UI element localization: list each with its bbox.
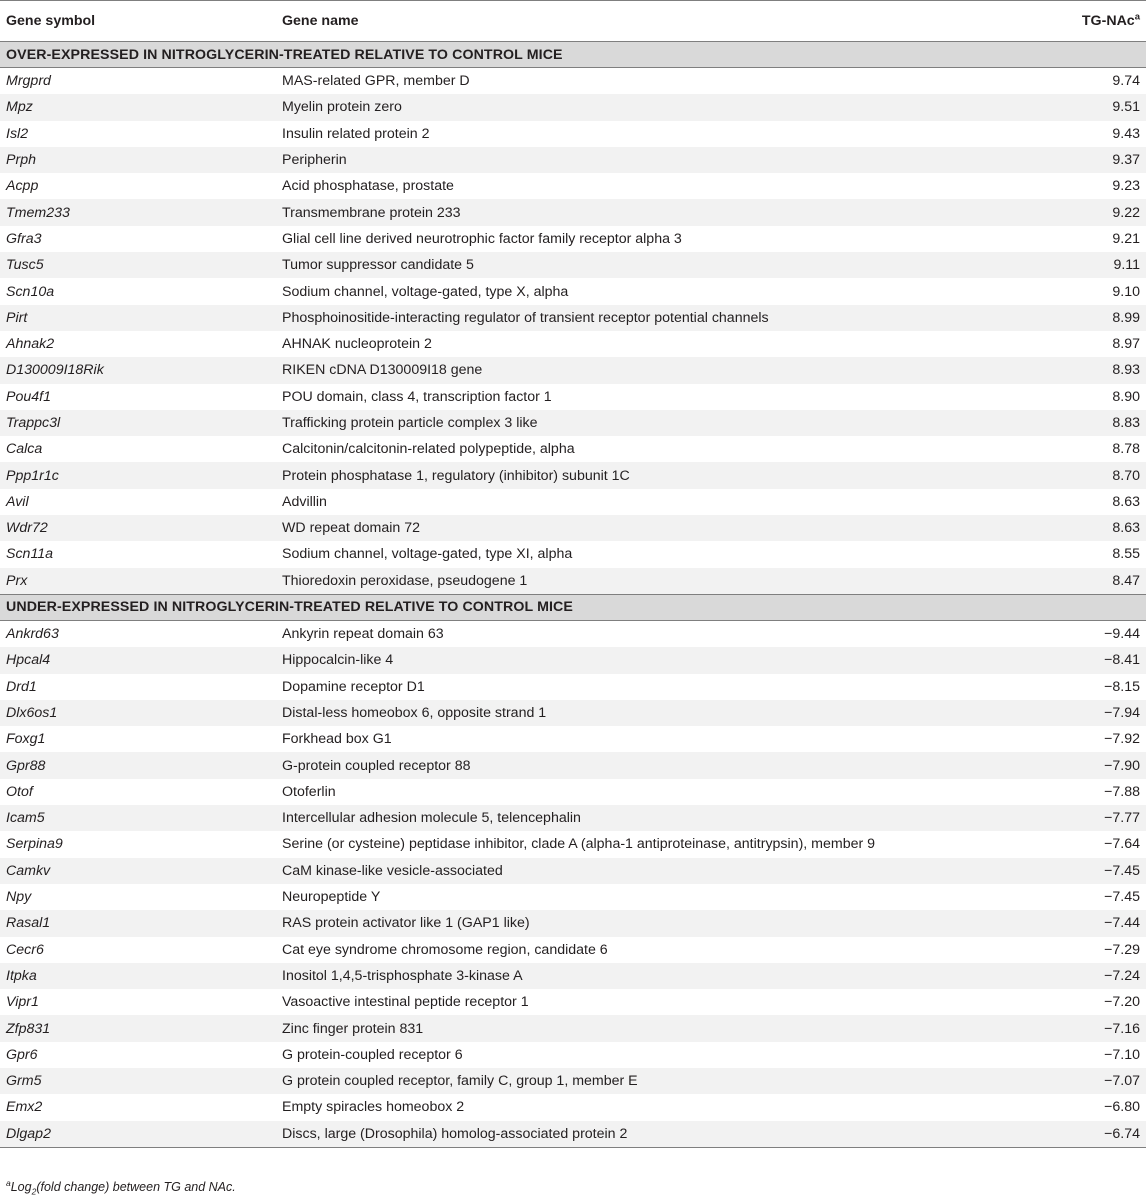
gene-symbol-cell: Grm5: [0, 1068, 276, 1094]
table-row: [0, 647, 1146, 673]
gene-name-cell: POU domain, class 4, transcription factor 1: [282, 388, 552, 405]
gene-symbol-cell: Drd1: [6, 678, 37, 695]
table-row: [0, 462, 1146, 488]
table-row: [0, 805, 1146, 831]
gene-symbol-cell: Gpr88: [0, 752, 276, 778]
fold-change-cell: 8.63: [1112, 493, 1140, 510]
fold-change-cell: −9.44: [1104, 626, 1140, 643]
gene-name-cell: Hippocalcin-like 4: [276, 647, 1040, 673]
gene-name-cell: Sodium channel, voltage-gated, type X, alpha: [282, 283, 569, 300]
gene-symbol-cell: Pou4f1: [6, 388, 51, 405]
gene-name-cell: Advillin: [282, 493, 327, 510]
table-row: [0, 568, 1146, 595]
table-row: [0, 147, 1146, 173]
gene-name-cell: Acid phosphatase, prostate: [282, 178, 454, 195]
gene-symbol-cell: Scn11a: [6, 546, 54, 563]
gene-name-cell: Insulin related protein 2: [282, 125, 430, 142]
fold-change-cell: −7.07: [1040, 1068, 1146, 1094]
gene-symbol-cell: Prph: [0, 147, 276, 173]
gene-name-cell: Trafficking protein particle complex 3 like: [276, 410, 1040, 436]
gene-symbol-cell: Acpp: [6, 178, 39, 195]
header-tg-nac: [1040, 1, 1146, 42]
fold-change-cell: −6.74: [1040, 1121, 1146, 1148]
gene-symbol-cell: Itpka: [0, 963, 276, 989]
fold-change-cell: 8.78: [1112, 441, 1140, 458]
table-row: [0, 1094, 1146, 1120]
fold-change-cell: −7.88: [1104, 783, 1140, 800]
table-row: [0, 963, 1146, 989]
gene-symbol-cell: Otof: [6, 783, 33, 800]
fold-change-cell: 9.23: [1112, 178, 1140, 195]
table-row: [0, 94, 1146, 120]
gene-symbol-cell: Trappc3l: [0, 410, 276, 436]
table-row: [0, 752, 1146, 778]
gene-symbol-cell: Mpz: [0, 94, 276, 120]
fold-change-cell: 9.74: [1112, 73, 1140, 90]
fold-change-cell: 9.21: [1112, 230, 1140, 247]
table-row: [0, 858, 1146, 884]
gene-name-cell: Serine (or cysteine) peptidase inhibitor, clade A (alpha-1 antiproteinase, antitrypsin), member 9: [282, 836, 876, 853]
gene-symbol-cell: Npy: [6, 889, 32, 906]
fold-change-cell: −7.44: [1040, 910, 1146, 936]
table-row: [0, 436, 1146, 462]
gene-name-cell: Zinc finger protein 831: [276, 1015, 1040, 1041]
header-gene-symbol: Gene symbol: [0, 1, 276, 42]
gene-name-cell: CaM kinase-like vesicle-associated: [276, 858, 1040, 884]
table-row: [0, 278, 1146, 304]
table-row: [0, 410, 1146, 436]
fold-change-cell: −8.41: [1040, 647, 1146, 673]
fold-change-cell: 8.83: [1040, 410, 1146, 436]
table-row: [0, 1068, 1146, 1094]
gene-name-cell: MAS-related GPR, member D: [282, 73, 470, 90]
fold-change-cell: 8.63: [1040, 515, 1146, 541]
fold-change-cell: 9.43: [1112, 125, 1140, 142]
fold-change-cell: −6.80: [1104, 1099, 1140, 1116]
gene-name-cell: Sodium channel, voltage-gated, type XI, alpha: [282, 546, 573, 563]
fold-change-cell: −7.90: [1040, 752, 1146, 778]
table-row: [0, 305, 1146, 331]
fold-change-cell: −7.29: [1104, 941, 1140, 958]
fold-change-cell: 9.37: [1040, 147, 1146, 173]
fold-change-cell: −7.10: [1104, 1046, 1140, 1063]
table-row: [0, 937, 1146, 963]
gene-name-cell: Vasoactive intestinal peptide receptor 1: [282, 994, 529, 1011]
table-row: [0, 226, 1146, 252]
fold-change-cell: −7.77: [1040, 805, 1146, 831]
table-body: [0, 42, 1146, 1148]
table-row: [0, 252, 1146, 278]
gene-name-cell: G protein-coupled receptor 6: [282, 1046, 463, 1063]
gene-symbol-cell: Foxg1: [6, 731, 46, 748]
section-header-row: [0, 42, 1146, 68]
gene-symbol-cell: Gpr6: [6, 1046, 38, 1063]
header-footnote-marker: a: [1134, 11, 1140, 23]
fold-change-cell: −8.15: [1104, 678, 1140, 695]
gene-name-cell: Phosphoinositide-interacting regulator of transient receptor potential channels: [276, 305, 1040, 331]
section-title: UNDER-EXPRESSED IN NITROGLYCERIN-TREATED RELATIVE TO CONTROL MICE: [0, 594, 1146, 620]
gene-symbol-cell: Tmem233: [0, 199, 276, 225]
fold-change-cell: −7.16: [1040, 1015, 1146, 1041]
gene-symbol-cell: Calca: [6, 441, 43, 458]
table-row: [0, 1015, 1146, 1041]
gene-name-cell: Neuropeptide Y: [282, 889, 381, 906]
gene-name-cell: WD repeat domain 72: [276, 515, 1040, 541]
table-row: [0, 620, 1146, 647]
gene-name-cell: Inositol 1,4,5-trisphosphate 3-kinase A: [276, 963, 1040, 989]
table-row: [0, 910, 1146, 936]
gene-symbol-cell: Rasal1: [0, 910, 276, 936]
table-row: [0, 489, 1146, 515]
header-tg-nac-label: TG-NAc: [1081, 13, 1135, 29]
fold-change-cell: 9.10: [1112, 283, 1140, 300]
gene-name-cell: Empty spiracles homeobox 2: [282, 1099, 465, 1116]
gene-symbol-cell: Ppp1r1c: [0, 462, 276, 488]
table-row: [0, 173, 1146, 199]
gene-symbol-cell: Serpina9: [6, 836, 63, 853]
gene-name-cell: RIKEN cDNA D130009I18 gene: [276, 357, 1040, 383]
gene-name-cell: Peripherin: [276, 147, 1040, 173]
fold-change-cell: −7.45: [1104, 889, 1140, 906]
footnote-subscript: 2: [31, 1186, 37, 1197]
gene-name-cell: G-protein coupled receptor 88: [276, 752, 1040, 778]
fold-change-cell: −7.94: [1040, 700, 1146, 726]
gene-name-cell: Ankyrin repeat domain 63: [282, 626, 444, 643]
gene-name-cell: Discs, large (Drosophila) homolog-associated protein 2: [276, 1121, 1040, 1148]
header-gene-name: Gene name: [276, 1, 1040, 42]
table-row: [0, 726, 1146, 752]
gene-symbol-cell: Emx2: [6, 1099, 43, 1116]
table-row: [0, 121, 1146, 147]
gene-name-cell: Myelin protein zero: [276, 94, 1040, 120]
table-row: [0, 541, 1146, 567]
gene-symbol-cell: Prx: [0, 568, 276, 595]
gene-symbol-cell: Zfp831: [0, 1015, 276, 1041]
gene-name-cell: Distal-less homeobox 6, opposite strand 1: [276, 700, 1040, 726]
gene-name-cell: G protein coupled receptor, family C, group 1, member E: [276, 1068, 1040, 1094]
table-row: [0, 700, 1146, 726]
fold-change-cell: −7.20: [1104, 994, 1140, 1011]
table-row: [0, 199, 1146, 225]
table-row: [0, 68, 1146, 95]
gene-name-cell: Protein phosphatase 1, regulatory (inhibitor) subunit 1C: [276, 462, 1040, 488]
section-header-row: [0, 594, 1146, 620]
gene-symbol-cell: Hpcal4: [0, 647, 276, 673]
gene-name-cell: Dopamine receptor D1: [282, 678, 425, 695]
fold-change-cell: 9.51: [1040, 94, 1146, 120]
table-row: [0, 515, 1146, 541]
footnote-marker: a: [6, 1177, 11, 1188]
footnote-prefix: Log: [10, 1180, 32, 1194]
header-row: [0, 1, 1146, 42]
section-title: OVER-EXPRESSED IN NITROGLYCERIN-TREATED RELATIVE TO CONTROL MICE: [0, 42, 1146, 68]
gene-symbol-cell: Gfra3: [6, 230, 42, 247]
table-row: [0, 884, 1146, 910]
fold-change-cell: 8.97: [1112, 336, 1140, 353]
fold-change-cell: 8.90: [1112, 388, 1140, 405]
gene-symbol-cell: Scn10a: [6, 283, 55, 300]
table-row: [0, 674, 1146, 700]
gene-name-cell: AHNAK nucleoprotein 2: [282, 336, 432, 353]
table-row: [0, 1042, 1146, 1068]
fold-change-cell: −7.92: [1104, 731, 1140, 748]
gene-symbol-cell: Icam5: [0, 805, 276, 831]
table-row: [0, 331, 1146, 357]
fold-change-cell: 8.47: [1040, 568, 1146, 595]
gene-symbol-cell: Isl2: [6, 125, 29, 142]
fold-change-cell: −7.64: [1104, 836, 1140, 853]
gene-name-cell: Calcitonin/calcitonin-related polypeptide, alpha: [282, 441, 575, 458]
gene-symbol-cell: Dlgap2: [0, 1121, 276, 1148]
fold-change-cell: 8.99: [1040, 305, 1146, 331]
gene-symbol-cell: Pirt: [0, 305, 276, 331]
gene-name-cell: Intercellular adhesion molecule 5, telencephalin: [276, 805, 1040, 831]
fold-change-cell: 9.22: [1040, 199, 1146, 225]
table-row: [0, 384, 1146, 410]
fold-change-cell: 8.55: [1112, 546, 1140, 563]
fold-change-cell: −7.45: [1040, 858, 1146, 884]
table-row: [0, 779, 1146, 805]
table-row: [0, 989, 1146, 1015]
fold-change-cell: 8.93: [1040, 357, 1146, 383]
table-row: [0, 1121, 1146, 1148]
gene-symbol-cell: Vipr1: [6, 994, 39, 1011]
table-row: [0, 357, 1146, 383]
gene-symbol-cell: Wdr72: [0, 515, 276, 541]
gene-symbol-cell: Avil: [6, 493, 29, 510]
gene-symbol-cell: Dlx6os1: [0, 700, 276, 726]
fold-change-cell: 9.11: [1040, 252, 1146, 278]
gene-name-cell: Cat eye syndrome chromosome region, candidate 6: [282, 941, 608, 958]
fold-change-cell: −7.24: [1040, 963, 1146, 989]
gene-name-cell: RAS protein activator like 1 (GAP1 like): [276, 910, 1040, 936]
gene-symbol-cell: Tusc5: [0, 252, 276, 278]
gene-name-cell: Transmembrane protein 233: [276, 199, 1040, 225]
gene-symbol-cell: Ahnak2: [6, 336, 55, 353]
gene-symbol-cell: Ankrd63: [6, 626, 59, 643]
gene-name-cell: Otoferlin: [282, 783, 336, 800]
gene-symbol-cell: D130009I18Rik: [0, 357, 276, 383]
gene-name-cell: Tumor suppressor candidate 5: [276, 252, 1040, 278]
gene-symbol-cell: Camkv: [0, 858, 276, 884]
gene-name-cell: Forkhead box G1: [282, 731, 392, 748]
gene-symbol-cell: Mrgprd: [6, 73, 51, 90]
gene-name-cell: Glial cell line derived neurotrophic factor family receptor alpha 3: [282, 230, 682, 247]
gene-symbol-cell: Cecr6: [6, 941, 44, 958]
gene-name-cell: Thioredoxin peroxidase, pseudogene 1: [276, 568, 1040, 595]
table-footnote: [6, 1177, 236, 1197]
footnote-text: (fold change) between TG and NAc.: [36, 1180, 236, 1194]
table-header: [0, 1, 1146, 42]
fold-change-cell: 8.70: [1040, 462, 1146, 488]
table-row: [0, 831, 1146, 857]
